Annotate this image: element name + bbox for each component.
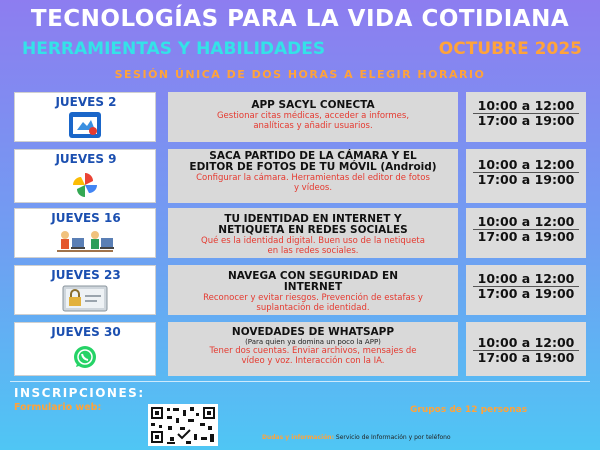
day-box xyxy=(14,322,156,376)
day-label: JUEVES 9 xyxy=(55,152,117,166)
topic-box xyxy=(168,322,458,376)
topic-description: Gestionar citas médicas, acceder a informes, analíticas y añadir usuarios. xyxy=(216,111,410,131)
time-box xyxy=(466,208,586,258)
poster-title: TECNOLOGÍAS PARA LA VIDA COTIDIANA xyxy=(30,6,570,32)
people-computers-icon xyxy=(55,226,115,256)
time-box xyxy=(466,265,586,315)
day-label: JUEVES 2 xyxy=(55,95,117,109)
topic-description: Reconocer y evitar riesgos. Prevención de estafas y suplantación de identidad. xyxy=(203,293,423,313)
poster-subtitle: HERRAMIENTAS Y HABILIDADES xyxy=(22,39,326,59)
topic-title: SACA PARTIDO DE LA CÁMARA Y EL EDITOR DE FOTOS DE TU MÓVIL (Android) xyxy=(189,150,437,173)
time-box xyxy=(466,322,586,376)
time-slot-morning: 10:00 a 12:00 xyxy=(477,335,575,350)
topic-title: NAVEGA CON SEGURIDAD EN INTERNET xyxy=(227,270,399,293)
topic-description: Tener dos cuentas. Enviar archivos, mensajes de vídeo y voz. Interacción con la IA. xyxy=(209,346,417,366)
month-label: OCTUBRE 2025 xyxy=(438,39,582,59)
session-row-1 xyxy=(14,92,586,142)
footer-divider xyxy=(10,381,590,382)
time-box xyxy=(466,149,586,203)
session-row-5 xyxy=(14,322,586,376)
time-slot-morning: 10:00 a 12:00 xyxy=(477,214,575,229)
topic-box xyxy=(168,92,458,142)
contact-info xyxy=(262,434,451,441)
google-photos-icon xyxy=(65,170,105,200)
time-slot-morning: 10:00 a 12:00 xyxy=(477,271,575,286)
time-slot-morning: 10:00 a 12:00 xyxy=(477,98,575,113)
topic-description: Configurar la cámara. Herramientas del editor de fotos y vídeos. xyxy=(196,173,430,193)
topic-box xyxy=(168,265,458,315)
topic-note: (Para quien ya domina un poco la APP) xyxy=(245,338,381,346)
topic-description: Qué es la identidad digital. Buen uso de la netiqueta en las redes sociales. xyxy=(201,236,425,256)
topic-title: APP SACYL CONECTA xyxy=(251,99,375,111)
day-label: JUEVES 30 xyxy=(51,325,121,339)
sacyl-app-icon xyxy=(65,110,105,140)
session-row-4 xyxy=(14,265,586,315)
topic-title: NOVEDADES DE WHATSAPP xyxy=(231,326,395,338)
session-row-2 xyxy=(14,149,586,203)
day-box xyxy=(14,92,156,142)
contact-text: Servicio de Información y por teléfono xyxy=(335,434,451,441)
day-label: JUEVES 16 xyxy=(51,211,121,225)
time-slot-afternoon: 17:00 a 19:00 xyxy=(477,229,575,244)
session-row-3 xyxy=(14,208,586,258)
topic-title: TU IDENTIDAD EN INTERNET Y NETIQUETA EN REDES SOCIALES xyxy=(218,213,408,236)
topic-box xyxy=(168,208,458,258)
time-slot-afternoon: 17:00 a 19:00 xyxy=(477,172,575,187)
day-label: JUEVES 23 xyxy=(51,268,121,282)
qr-code-icon[interactable] xyxy=(148,404,218,446)
whatsapp-icon xyxy=(65,342,105,372)
day-box xyxy=(14,208,156,258)
time-slot-morning: 10:00 a 12:00 xyxy=(477,157,575,172)
session-info: SESIÓN ÚNICA DE DOS HORAS A ELEGIR HORARIO xyxy=(114,68,486,81)
web-form-label: Formulario web: xyxy=(14,402,102,413)
day-box xyxy=(14,149,156,203)
day-box xyxy=(14,265,156,315)
padlock-screen-icon xyxy=(61,283,109,313)
contact-label: Dudas y información: xyxy=(262,434,334,441)
time-box xyxy=(466,92,586,142)
topic-box xyxy=(168,149,458,203)
time-slot-afternoon: 17:00 a 19:00 xyxy=(477,350,575,365)
registration-heading: INSCRIPCIONES: xyxy=(14,386,145,400)
time-slot-afternoon: 17:00 a 19:00 xyxy=(477,286,575,301)
group-size-info: Grupos de 12 personas xyxy=(410,405,528,415)
time-slot-afternoon: 17:00 a 19:00 xyxy=(477,113,575,128)
